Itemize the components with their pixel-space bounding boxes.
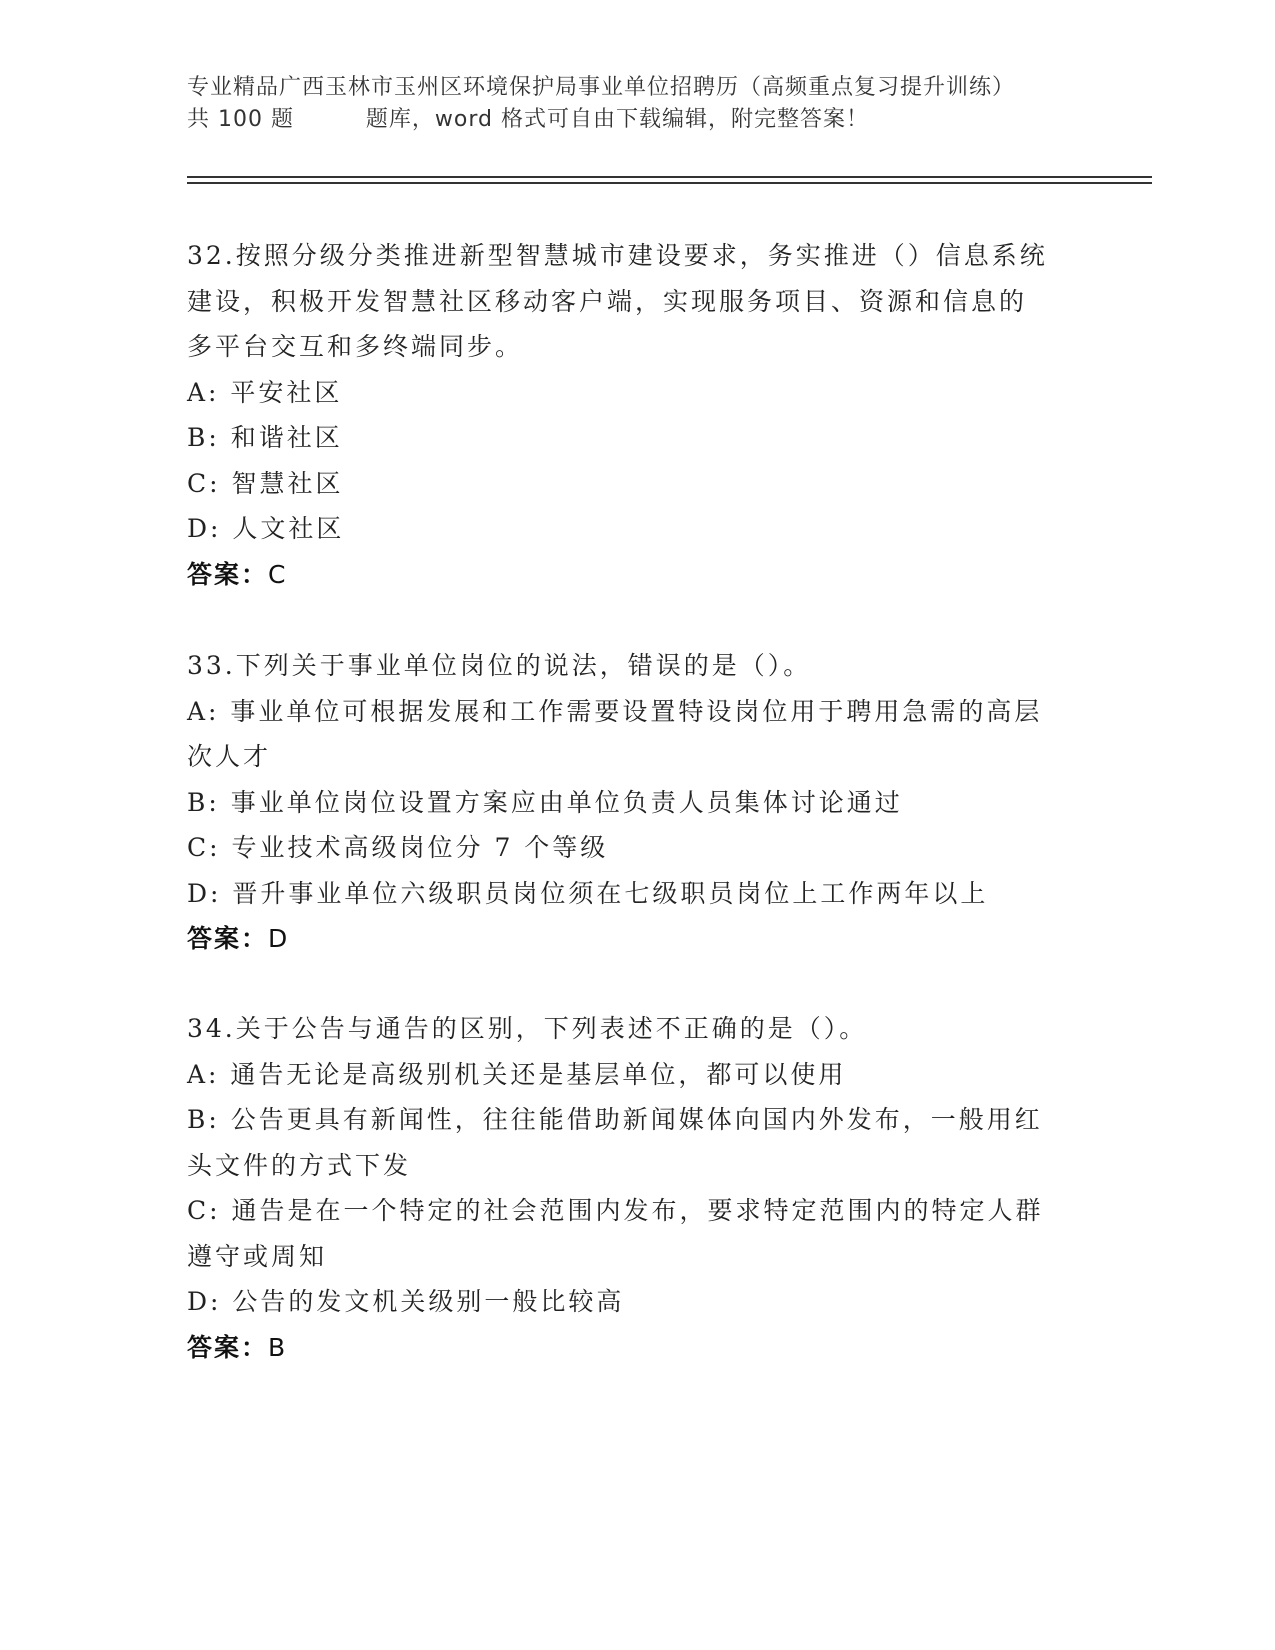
header-divider-top	[187, 176, 1152, 178]
question-stem-line: 34.关于公告与通告的区别，下列表述不正确的是（）。	[187, 1014, 868, 1043]
answer-label: 答案：	[187, 924, 269, 953]
option-b-continued: 头文件的方式下发	[187, 1150, 412, 1180]
option-b: B: 公告更具有新闻性，往往能借助新闻媒体向国内外发布，一般用红	[187, 1105, 1043, 1134]
option-c: C: 通告是在一个特定的社会范围内发布，要求特定范围内的特定人群	[187, 1196, 1044, 1225]
option-c: C: 智慧社区	[187, 468, 344, 498]
option-d: D: 人文社区	[187, 514, 345, 543]
option-c: C: 专业技术高级岗位分 7 个等级	[187, 833, 609, 862]
option-b: B: 和谐社区	[187, 423, 343, 452]
header-title-line-2: 共 100 题 题库，word 格式可自由下载编辑，附完整答案！	[187, 107, 869, 132]
answer-line	[187, 1325, 1087, 1371]
header-title-line-1: 专业精品广西玉林市玉州区环境保护局事业单位招聘历（高频重点复习提升训练）	[187, 75, 1016, 100]
question-stem-line: 33.下列关于事业单位岗位的说法，错误的是（）。	[187, 651, 812, 680]
question-stem-line: 多平台交互和多终端同步。	[187, 332, 524, 361]
option-d: D: 晋升事业单位六级职员岗位须在七级职员岗位上工作两年以上	[187, 878, 989, 908]
option-b: B: 事业单位岗位设置方案应由单位负责人员集体讨论通过	[187, 787, 903, 817]
answer-line	[187, 916, 1087, 962]
header-divider-bottom	[187, 182, 1152, 184]
option-c-continued: 遵守或周知	[187, 1241, 328, 1271]
question-34	[187, 1006, 1087, 1370]
option-a: A: 通告无论是高级别机关还是基层单位，都可以使用	[187, 1059, 847, 1089]
answer-value: B	[268, 1332, 288, 1362]
document-header	[187, 72, 1087, 136]
question-stem-line: 32.按照分级分类推进新型智慧城市建设要求，务实推进（）信息系统	[187, 241, 1048, 270]
question-stem-line: 建设，积极开发智慧社区移动客户端，实现服务项目、资源和信息的	[187, 286, 1028, 316]
question-32	[187, 233, 1087, 597]
answer-value: C	[268, 559, 288, 589]
option-a: A: 平安社区	[187, 377, 343, 407]
question-33	[187, 643, 1087, 962]
answer-line	[187, 552, 1087, 598]
option-a-continued: 次人才	[187, 742, 272, 771]
option-d: D: 公告的发文机关级别一般比较高	[187, 1287, 625, 1316]
answer-label: 答案：	[187, 1332, 269, 1362]
answer-value: D	[268, 924, 290, 953]
option-a: A: 事业单位可根据发展和工作需要设置特设岗位用于聘用急需的高层	[187, 696, 1043, 726]
answer-label: 答案：	[187, 559, 269, 589]
